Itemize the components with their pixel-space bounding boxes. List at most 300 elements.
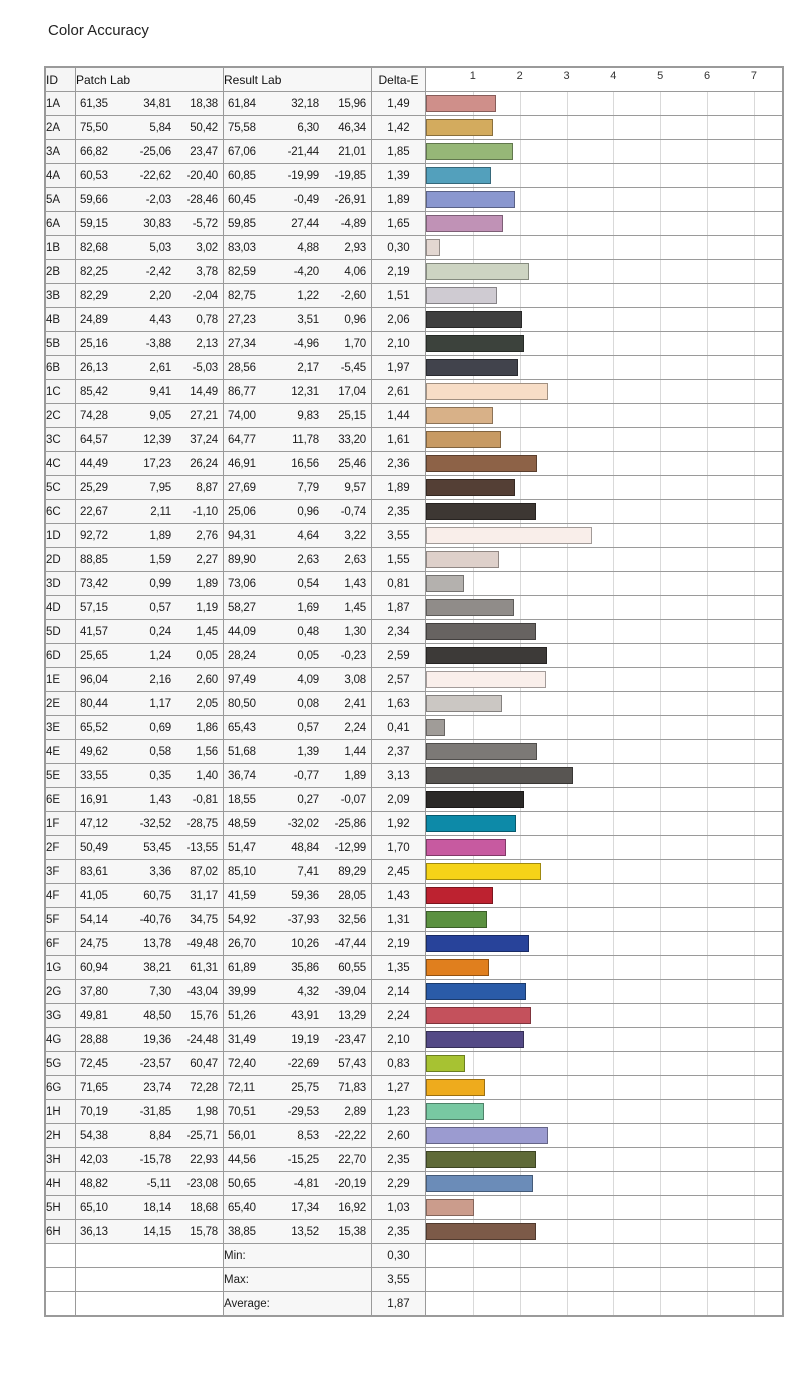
patch-lab-values: 41,05 60,75 31,17 bbox=[76, 884, 224, 908]
delta-e-bar bbox=[426, 887, 493, 904]
delta-e-bar bbox=[426, 335, 524, 352]
axis-tick: 7 bbox=[750, 70, 757, 82]
delta-e-bar-cell bbox=[426, 1220, 783, 1244]
table-row bbox=[46, 452, 783, 476]
delta-e-bar bbox=[426, 1175, 533, 1192]
delta-e-bar bbox=[426, 695, 502, 712]
patch-lab-values: 70,19 -31,85 1,98 bbox=[76, 1100, 224, 1124]
delta-e-bar-cell bbox=[426, 524, 783, 548]
delta-e-value: 2,06 bbox=[372, 308, 426, 332]
patch-lab-values: 82,25 -2,42 3,78 bbox=[76, 260, 224, 284]
table-row bbox=[46, 1172, 783, 1196]
row-id: 5G bbox=[46, 1052, 76, 1076]
table-row bbox=[46, 956, 783, 980]
patch-lab-values: 24,89 4,43 0,78 bbox=[76, 308, 224, 332]
row-id: 4E bbox=[46, 740, 76, 764]
delta-e-bar bbox=[426, 191, 515, 208]
delta-e-value: 3,13 bbox=[372, 764, 426, 788]
table-row bbox=[46, 716, 783, 740]
delta-e-bar bbox=[426, 1223, 536, 1240]
delta-e-value: 1,49 bbox=[372, 92, 426, 116]
table-row bbox=[46, 500, 783, 524]
result-lab-values: 75,58 6,30 46,34 bbox=[224, 116, 372, 140]
delta-e-bar-cell bbox=[426, 140, 783, 164]
table-row bbox=[46, 620, 783, 644]
result-lab-values: 27,23 3,51 0,96 bbox=[224, 308, 372, 332]
delta-e-bar bbox=[426, 1127, 548, 1144]
result-lab-values: 72,40 -22,69 57,43 bbox=[224, 1052, 372, 1076]
row-id: 6E bbox=[46, 788, 76, 812]
page-title: Color Accuracy bbox=[48, 22, 149, 39]
result-lab-values: 72,11 25,75 71,83 bbox=[224, 1076, 372, 1100]
delta-e-value: 2,45 bbox=[372, 860, 426, 884]
delta-e-value: 1,43 bbox=[372, 884, 426, 908]
delta-e-value: 2,24 bbox=[372, 1004, 426, 1028]
row-id: 6D bbox=[46, 644, 76, 668]
delta-e-bar-cell bbox=[426, 308, 783, 332]
result-lab-values: 65,40 17,34 16,92 bbox=[224, 1196, 372, 1220]
delta-e-bar bbox=[426, 1055, 465, 1072]
delta-e-bar bbox=[426, 95, 496, 112]
delta-e-value: 1,87 bbox=[372, 596, 426, 620]
delta-e-value: 2,19 bbox=[372, 260, 426, 284]
patch-lab-values: 59,66 -2,03 -28,46 bbox=[76, 188, 224, 212]
delta-e-bar bbox=[426, 527, 592, 544]
delta-e-bar-cell bbox=[426, 764, 783, 788]
row-id: 3H bbox=[46, 1148, 76, 1172]
patch-lab-values: 66,82 -25,06 23,47 bbox=[76, 140, 224, 164]
delta-e-bar-cell bbox=[426, 356, 783, 380]
table-row bbox=[46, 668, 783, 692]
summary-blank-bar bbox=[426, 1268, 783, 1292]
row-id: 4G bbox=[46, 1028, 76, 1052]
row-id: 5H bbox=[46, 1196, 76, 1220]
result-lab-values: 44,56 -15,25 22,70 bbox=[224, 1148, 372, 1172]
patch-lab-values: 60,94 38,21 61,31 bbox=[76, 956, 224, 980]
delta-e-bar bbox=[426, 311, 522, 328]
delta-e-value: 2,37 bbox=[372, 740, 426, 764]
table-row bbox=[46, 164, 783, 188]
row-id: 3C bbox=[46, 428, 76, 452]
row-id: 6G bbox=[46, 1076, 76, 1100]
row-id: 5D bbox=[46, 620, 76, 644]
summary-blank-patch bbox=[76, 1292, 224, 1316]
delta-e-bar-cell bbox=[426, 788, 783, 812]
result-lab-values: 28,56 2,17 -5,45 bbox=[224, 356, 372, 380]
axis-tick: 2 bbox=[516, 70, 523, 82]
row-id: 2A bbox=[46, 116, 76, 140]
table-row bbox=[46, 236, 783, 260]
patch-lab-values: 65,52 0,69 1,86 bbox=[76, 716, 224, 740]
table-row bbox=[46, 308, 783, 332]
delta-e-bar-cell bbox=[426, 428, 783, 452]
patch-lab-values: 57,15 0,57 1,19 bbox=[76, 596, 224, 620]
table-row bbox=[46, 572, 783, 596]
delta-e-value: 1,42 bbox=[372, 116, 426, 140]
table-row bbox=[46, 404, 783, 428]
delta-e-bar-cell bbox=[426, 1148, 783, 1172]
delta-e-bar bbox=[426, 503, 536, 520]
table-row bbox=[46, 284, 783, 308]
delta-e-bar-cell bbox=[426, 404, 783, 428]
table-row bbox=[46, 980, 783, 1004]
table-row bbox=[46, 836, 783, 860]
patch-lab-values: 37,80 7,30 -43,04 bbox=[76, 980, 224, 1004]
row-id: 6A bbox=[46, 212, 76, 236]
delta-e-bar bbox=[426, 863, 541, 880]
patch-lab-values: 65,10 18,14 18,68 bbox=[76, 1196, 224, 1220]
patch-lab-values: 96,04 2,16 2,60 bbox=[76, 668, 224, 692]
delta-e-value: 1,35 bbox=[372, 956, 426, 980]
result-lab-values: 67,06 -21,44 21,01 bbox=[224, 140, 372, 164]
result-lab-values: 94,31 4,64 3,22 bbox=[224, 524, 372, 548]
delta-e-bar-cell bbox=[426, 236, 783, 260]
table-row bbox=[46, 1124, 783, 1148]
delta-e-value: 2,35 bbox=[372, 1148, 426, 1172]
patch-lab-values: 64,57 12,39 37,24 bbox=[76, 428, 224, 452]
row-id: 5C bbox=[46, 476, 76, 500]
delta-e-value: 1,55 bbox=[372, 548, 426, 572]
delta-e-value: 1,61 bbox=[372, 428, 426, 452]
result-lab-values: 59,85 27,44 -4,89 bbox=[224, 212, 372, 236]
result-lab-values: 70,51 -29,53 2,89 bbox=[224, 1100, 372, 1124]
result-lab-values: 97,49 4,09 3,08 bbox=[224, 668, 372, 692]
row-id: 4F bbox=[46, 884, 76, 908]
axis-tick: 5 bbox=[657, 70, 664, 82]
patch-lab-values: 25,29 7,95 8,87 bbox=[76, 476, 224, 500]
row-id: 2D bbox=[46, 548, 76, 572]
row-id: 4A bbox=[46, 164, 76, 188]
patch-lab-values: 48,82 -5,11 -23,08 bbox=[76, 1172, 224, 1196]
delta-e-value: 2,36 bbox=[372, 452, 426, 476]
result-lab-values: 82,59 -4,20 4,06 bbox=[224, 260, 372, 284]
row-id: 1G bbox=[46, 956, 76, 980]
axis-tick: 6 bbox=[703, 70, 711, 82]
patch-lab-values: 73,42 0,99 1,89 bbox=[76, 572, 224, 596]
table-row bbox=[46, 356, 783, 380]
delta-e-value: 0,81 bbox=[372, 572, 426, 596]
delta-e-value: 1,70 bbox=[372, 836, 426, 860]
row-id: 1A bbox=[46, 92, 76, 116]
delta-e-bar bbox=[426, 287, 497, 304]
result-lab-values: 82,75 1,22 -2,60 bbox=[224, 284, 372, 308]
delta-e-value: 2,09 bbox=[372, 788, 426, 812]
delta-e-bar-cell bbox=[426, 812, 783, 836]
delta-e-bar-cell bbox=[426, 572, 783, 596]
delta-e-bar-cell bbox=[426, 1076, 783, 1100]
row-id: 2F bbox=[46, 836, 76, 860]
delta-e-bar bbox=[426, 1079, 485, 1096]
delta-e-value: 1,85 bbox=[372, 140, 426, 164]
patch-lab-values: 85,42 9,41 14,49 bbox=[76, 380, 224, 404]
patch-lab-values: 60,53 -22,62 -20,40 bbox=[76, 164, 224, 188]
delta-e-bar bbox=[426, 479, 515, 496]
delta-e-value: 1,97 bbox=[372, 356, 426, 380]
delta-e-value: 0,41 bbox=[372, 716, 426, 740]
patch-lab-values: 54,38 8,84 -25,71 bbox=[76, 1124, 224, 1148]
row-id: 5E bbox=[46, 764, 76, 788]
row-id: 2B bbox=[46, 260, 76, 284]
summary-blank-patch bbox=[76, 1244, 224, 1268]
delta-e-bar-cell bbox=[426, 188, 783, 212]
patch-lab-values: 24,75 13,78 -49,48 bbox=[76, 932, 224, 956]
delta-e-bar bbox=[426, 935, 529, 952]
patch-lab-values: 92,72 1,89 2,76 bbox=[76, 524, 224, 548]
delta-e-value: 2,19 bbox=[372, 932, 426, 956]
row-id: 4B bbox=[46, 308, 76, 332]
delta-e-bar-cell bbox=[426, 1172, 783, 1196]
row-id: 3B bbox=[46, 284, 76, 308]
result-lab-values: 58,27 1,69 1,45 bbox=[224, 596, 372, 620]
axis-tick: 4 bbox=[610, 70, 617, 82]
delta-e-bar bbox=[426, 1103, 484, 1120]
result-lab-values: 51,47 48,84 -12,99 bbox=[224, 836, 372, 860]
delta-e-bar bbox=[426, 167, 491, 184]
delta-e-value: 2,14 bbox=[372, 980, 426, 1004]
delta-e-bar bbox=[426, 983, 526, 1000]
table-summary bbox=[46, 1244, 783, 1316]
table-row bbox=[46, 812, 783, 836]
result-lab-values: 65,43 0,57 2,24 bbox=[224, 716, 372, 740]
delta-e-value: 3,55 bbox=[372, 524, 426, 548]
delta-e-bar-cell bbox=[426, 956, 783, 980]
delta-e-bar-cell bbox=[426, 620, 783, 644]
patch-lab-values: 41,57 0,24 1,45 bbox=[76, 620, 224, 644]
result-lab-values: 26,70 10,26 -47,44 bbox=[224, 932, 372, 956]
result-lab-values: 61,84 32,18 15,96 bbox=[224, 92, 372, 116]
patch-lab-values: 82,29 2,20 -2,04 bbox=[76, 284, 224, 308]
row-id: 4H bbox=[46, 1172, 76, 1196]
delta-e-bar bbox=[426, 719, 445, 736]
delta-e-value: 2,10 bbox=[372, 1028, 426, 1052]
row-id: 2H bbox=[46, 1124, 76, 1148]
delta-e-value: 1,63 bbox=[372, 692, 426, 716]
patch-lab-values: 25,16 -3,88 2,13 bbox=[76, 332, 224, 356]
result-lab-values: 86,77 12,31 17,04 bbox=[224, 380, 372, 404]
delta-e-value: 1,39 bbox=[372, 164, 426, 188]
result-lab-values: 54,92 -37,93 32,56 bbox=[224, 908, 372, 932]
header-axis bbox=[426, 68, 783, 92]
summary-row bbox=[46, 1268, 783, 1292]
row-id: 1C bbox=[46, 380, 76, 404]
delta-e-bar-cell bbox=[426, 212, 783, 236]
patch-lab-values: 36,13 14,15 15,78 bbox=[76, 1220, 224, 1244]
delta-e-bar-cell bbox=[426, 884, 783, 908]
row-id: 1E bbox=[46, 668, 76, 692]
patch-lab-values: 42,03 -15,78 22,93 bbox=[76, 1148, 224, 1172]
result-lab-values: 61,89 35,86 60,55 bbox=[224, 956, 372, 980]
row-id: 6C bbox=[46, 500, 76, 524]
table-row bbox=[46, 548, 783, 572]
row-id: 2G bbox=[46, 980, 76, 1004]
result-lab-values: 85,10 7,41 89,29 bbox=[224, 860, 372, 884]
header-id: ID bbox=[46, 68, 76, 92]
result-lab-values: 38,85 13,52 15,38 bbox=[224, 1220, 372, 1244]
delta-e-bar-cell bbox=[426, 692, 783, 716]
result-lab-values: 74,00 9,83 25,15 bbox=[224, 404, 372, 428]
result-lab-values: 51,26 43,91 13,29 bbox=[224, 1004, 372, 1028]
delta-e-bar bbox=[426, 1151, 536, 1168]
row-id: 2C bbox=[46, 404, 76, 428]
patch-lab-values: 61,35 34,81 18,38 bbox=[76, 92, 224, 116]
delta-e-bar-cell bbox=[426, 164, 783, 188]
row-id: 3F bbox=[46, 860, 76, 884]
row-id: 3D bbox=[46, 572, 76, 596]
table-row bbox=[46, 1076, 783, 1100]
delta-e-bar-cell bbox=[426, 500, 783, 524]
patch-lab-values: 75,50 5,84 50,42 bbox=[76, 116, 224, 140]
axis-tick: 3 bbox=[563, 70, 570, 82]
summary-blank-id bbox=[46, 1244, 76, 1268]
patch-lab-values: 50,49 53,45 -13,55 bbox=[76, 836, 224, 860]
result-lab-values: 83,03 4,88 2,93 bbox=[224, 236, 372, 260]
result-lab-values: 25,06 0,96 -0,74 bbox=[224, 500, 372, 524]
summary-label: Min: bbox=[224, 1244, 372, 1268]
header-delta-e: Delta-E bbox=[372, 68, 426, 92]
delta-e-value: 1,89 bbox=[372, 476, 426, 500]
row-id: 4C bbox=[46, 452, 76, 476]
patch-lab-values: 49,62 0,58 1,56 bbox=[76, 740, 224, 764]
delta-e-bar bbox=[426, 671, 546, 688]
table-row bbox=[46, 1028, 783, 1052]
delta-e-value: 2,57 bbox=[372, 668, 426, 692]
table-header bbox=[46, 68, 783, 92]
patch-lab-values: 47,12 -32,52 -28,75 bbox=[76, 812, 224, 836]
result-lab-values: 39,99 4,32 -39,04 bbox=[224, 980, 372, 1004]
delta-e-bar-cell bbox=[426, 284, 783, 308]
delta-e-bar bbox=[426, 623, 536, 640]
result-lab-values: 48,59 -32,02 -25,86 bbox=[224, 812, 372, 836]
patch-lab-values: 16,91 1,43 -0,81 bbox=[76, 788, 224, 812]
delta-e-value: 2,60 bbox=[372, 1124, 426, 1148]
header-patch-lab: Patch Lab bbox=[76, 68, 224, 92]
table-row bbox=[46, 524, 783, 548]
delta-e-value: 1,23 bbox=[372, 1100, 426, 1124]
row-id: 5A bbox=[46, 188, 76, 212]
delta-e-value: 1,51 bbox=[372, 284, 426, 308]
patch-lab-values: 49,81 48,50 15,76 bbox=[76, 1004, 224, 1028]
table-row bbox=[46, 428, 783, 452]
delta-e-bar bbox=[426, 263, 529, 280]
delta-e-value: 2,61 bbox=[372, 380, 426, 404]
table-body bbox=[46, 92, 783, 1244]
table-row bbox=[46, 1100, 783, 1124]
row-id: 5B bbox=[46, 332, 76, 356]
delta-e-value: 2,34 bbox=[372, 620, 426, 644]
table-row bbox=[46, 476, 783, 500]
summary-row bbox=[46, 1244, 783, 1268]
delta-e-value: 1,89 bbox=[372, 188, 426, 212]
result-lab-values: 44,09 0,48 1,30 bbox=[224, 620, 372, 644]
summary-value: 3,55 bbox=[372, 1268, 426, 1292]
delta-e-bar-cell bbox=[426, 1124, 783, 1148]
summary-label: Average: bbox=[224, 1292, 372, 1316]
patch-lab-values: 33,55 0,35 1,40 bbox=[76, 764, 224, 788]
table-row bbox=[46, 332, 783, 356]
delta-e-bar-cell bbox=[426, 452, 783, 476]
delta-e-value: 2,35 bbox=[372, 500, 426, 524]
delta-e-bar bbox=[426, 647, 547, 664]
delta-e-bar bbox=[426, 119, 493, 136]
patch-lab-values: 71,65 23,74 72,28 bbox=[76, 1076, 224, 1100]
result-lab-values: 31,49 19,19 -23,47 bbox=[224, 1028, 372, 1052]
table-row bbox=[46, 380, 783, 404]
table-row bbox=[46, 1220, 783, 1244]
delta-e-value: 1,31 bbox=[372, 908, 426, 932]
delta-e-bar bbox=[426, 383, 548, 400]
result-lab-values: 80,50 0,08 2,41 bbox=[224, 692, 372, 716]
result-lab-values: 60,45 -0,49 -26,91 bbox=[224, 188, 372, 212]
delta-e-bar-cell bbox=[426, 476, 783, 500]
delta-e-bar bbox=[426, 911, 487, 928]
patch-lab-values: 59,15 30,83 -5,72 bbox=[76, 212, 224, 236]
summary-label: Max: bbox=[224, 1268, 372, 1292]
delta-e-bar bbox=[426, 575, 464, 592]
summary-row bbox=[46, 1292, 783, 1316]
delta-e-bar bbox=[426, 407, 493, 424]
row-id: 3A bbox=[46, 140, 76, 164]
delta-e-bar bbox=[426, 599, 514, 616]
result-lab-values: 18,55 0,27 -0,07 bbox=[224, 788, 372, 812]
delta-e-value: 1,03 bbox=[372, 1196, 426, 1220]
patch-lab-values: 25,65 1,24 0,05 bbox=[76, 644, 224, 668]
row-id: 6H bbox=[46, 1220, 76, 1244]
patch-lab-values: 28,88 19,36 -24,48 bbox=[76, 1028, 224, 1052]
delta-e-bar-cell bbox=[426, 1028, 783, 1052]
patch-lab-values: 26,13 2,61 -5,03 bbox=[76, 356, 224, 380]
delta-e-bar-cell bbox=[426, 860, 783, 884]
table-row bbox=[46, 788, 783, 812]
delta-e-bar bbox=[426, 743, 537, 760]
delta-e-bar-cell bbox=[426, 668, 783, 692]
delta-e-value: 1,92 bbox=[372, 812, 426, 836]
table-row bbox=[46, 860, 783, 884]
delta-e-bar bbox=[426, 815, 516, 832]
table-row bbox=[46, 764, 783, 788]
patch-lab-values: 54,14 -40,76 34,75 bbox=[76, 908, 224, 932]
result-lab-values: 41,59 59,36 28,05 bbox=[224, 884, 372, 908]
delta-e-value: 2,59 bbox=[372, 644, 426, 668]
delta-e-bar bbox=[426, 239, 440, 256]
delta-e-value: 2,29 bbox=[372, 1172, 426, 1196]
table-row bbox=[46, 188, 783, 212]
summary-value: 1,87 bbox=[372, 1292, 426, 1316]
delta-e-bar-cell bbox=[426, 1100, 783, 1124]
table-row bbox=[46, 1148, 783, 1172]
patch-lab-values: 83,61 3,36 87,02 bbox=[76, 860, 224, 884]
table-row bbox=[46, 932, 783, 956]
delta-e-bar bbox=[426, 767, 573, 784]
delta-e-bar bbox=[426, 1007, 531, 1024]
summary-blank-bar bbox=[426, 1292, 783, 1316]
result-lab-values: 89,90 2,63 2,63 bbox=[224, 548, 372, 572]
patch-lab-values: 22,67 2,11 -1,10 bbox=[76, 500, 224, 524]
delta-e-value: 0,83 bbox=[372, 1052, 426, 1076]
delta-e-bar-cell bbox=[426, 932, 783, 956]
delta-e-value: 1,65 bbox=[372, 212, 426, 236]
table-row bbox=[46, 644, 783, 668]
table-row bbox=[46, 596, 783, 620]
delta-e-bar-cell bbox=[426, 740, 783, 764]
row-id: 3G bbox=[46, 1004, 76, 1028]
delta-e-bar-cell bbox=[426, 260, 783, 284]
delta-e-bar-cell bbox=[426, 908, 783, 932]
table-row bbox=[46, 140, 783, 164]
delta-e-bar bbox=[426, 959, 489, 976]
row-id: 6F bbox=[46, 932, 76, 956]
delta-e-bar bbox=[426, 455, 537, 472]
patch-lab-values: 74,28 9,05 27,21 bbox=[76, 404, 224, 428]
